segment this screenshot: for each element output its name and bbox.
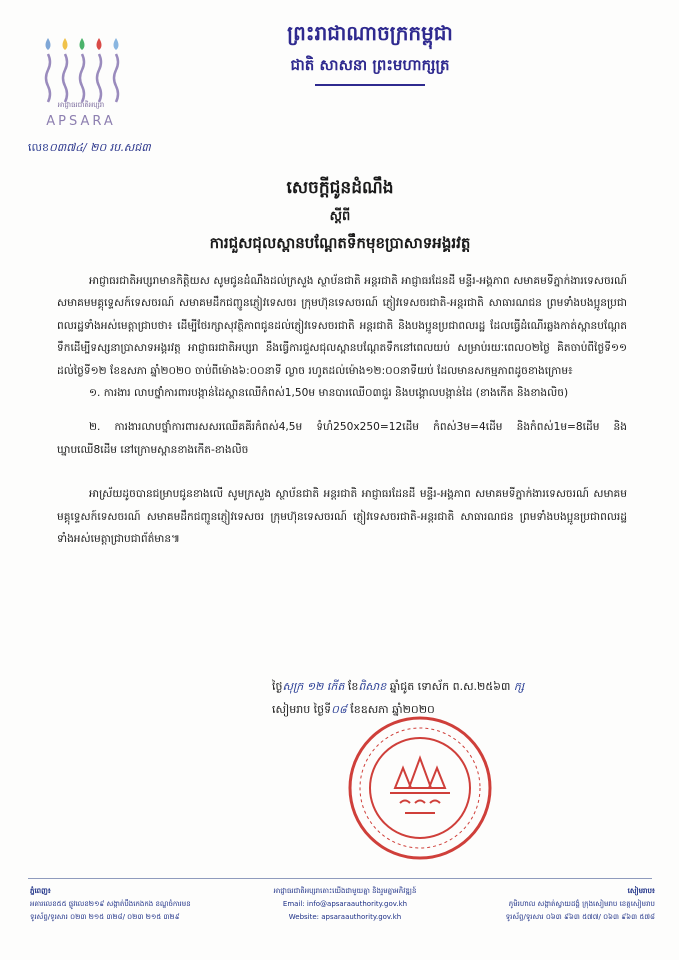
body-paragraph-1: អាជ្ញាធរជាតិអប្សរាមានកិត្តិយស សូមជូនដំណឹងដល់ក្រសួង ស្ថាប័នជាតិ អន្តរជាតិ អាជ្ញាធរដែនដី មន្ទីរ-អង្គភាព សមាគមទីភ្នាក់ងារទេសចរណ៍ សមាគមមគ្គុទ្ទេសក៍ទេសចរណ៍ សមាគមដឹកជញ្ជូនភ្ញៀវទេសចរ ក្រុមហ៊ុនទេសចរណ៍ ភ្ញៀវទេសចរជាតិ-អន្តរជាតិ សាធារណជន ព្រមទាំងបងប្អូនប្រជាពលរដ្ឋទាំងអស់មេត្តាជ្រាបថា៖ ដើម្បីថែរក្សាសុវត្ថិភាពជូនដល់ភ្ញៀវទេសចរជាតិ អន្តរជាតិ និងបងប្អូនប្រជាពលរដ្ឋ ដែលធ្វើដំណើរឆ្លងកាត់ស្ពានបណ្តែតទឹកដើម្បីទស្សនាប្រាសាទអង្គរវត្ត អាជ្ញាធរជាតិអប្សរា នឹងធ្វើការជួសជុលស្ពានបណ្តែតទឹកនៅពេលយប់ សម្រាប់រយៈពេល០២ថ្ងៃ គិតចាប់ពីថ្ងៃទី១១ ដល់ថ្ងៃទី១២ ខែឧសភា ឆ្នាំ២០២០ ចាប់ពីម៉ោង៦:០០នាទី ល្ងាច រហូតដល់ម៉ោង១២:០០នាទីយប់ ដែលមានសកម្មភាពដូចខាងក្រោម៖ bbox=[57, 275, 627, 377]
logo-drop bbox=[63, 38, 68, 50]
footer-contact: អាជ្ញាធរជាតិអប្សរាតោះយើងជាមួយគ្នា និងរួមគ្នាអភិវឌ្ឍន៍ Email: info@apsaraauthority.gov.kh Website: apsaraauthority.gov.kh bbox=[240, 885, 450, 924]
reference-handwritten-number: ០៣៧៤/ ២០ bbox=[48, 141, 110, 154]
kingdom-header bbox=[210, 20, 530, 94]
handwritten-day: សុក្រ ១២ កើត bbox=[282, 680, 345, 693]
footer-phnom-penh: ភ្នំពេញ៖ អគារលេខ៥៥ ផ្លូវលេខ២១៩ សង្កាត់បឹងកេងកង ខណ្ឌចំការមន ទូរស័ព្ទ/ទូរសារ ០២៣ ២១៥ ៣២៨/ ០២៣ ២១៥ ៣២៩ bbox=[30, 887, 191, 921]
notice-subject: ការជួសជុលស្ពានបណ្តែតទឹកមុខប្រាសាទអង្គរវត្ត bbox=[209, 234, 471, 252]
logo-name: APSARA bbox=[46, 114, 116, 129]
logo-strand bbox=[80, 54, 84, 102]
reference-number bbox=[28, 141, 151, 157]
handwritten-month: ពិសាខ bbox=[358, 680, 387, 693]
handwritten-date: ០៨ bbox=[331, 703, 347, 716]
logo-drop bbox=[80, 38, 85, 50]
logo-caption: អាជ្ញាធរជាតិអប្សរា bbox=[57, 101, 105, 109]
logo-strand bbox=[63, 54, 67, 102]
footer-siem-reap: សៀមរាប៖ ភូមិរហាល សង្កាត់ស្វាយដង្គំ ក្រុងសៀមរាប ខេត្តសៀមរាប ទូរស័ព្ទ/ទូរសារ ០៦៣ ៩៦៣ ៥៧៧/ ០៦៣ ៩៦៣ ៥៧៨ bbox=[505, 887, 655, 921]
lunar-date-line: ថ្ងៃសុក្រ ១២ កើត ខែពិសាខ ឆ្នាំជូត ទោស័ក ព.ស.២៥៦៣ ក្ស bbox=[272, 680, 525, 693]
reference-prefix: លេខ bbox=[28, 141, 49, 154]
logo-drop bbox=[114, 38, 119, 50]
notice-about: ស្តីពី bbox=[329, 209, 351, 224]
work-item-2: ២. ការងារលាបថ្នាំការពារសសរឈើគគីរកំពស់4,5ម ទំហំ250x250=12ដើម កំពស់3ម=4ដើម និងកំពស់1ម=8ដើម និងឃ្នាបឈើ8ដើម នៅក្រោមស្ពានខាងកើត-ខាងលិច bbox=[57, 421, 627, 456]
logo-strand bbox=[46, 54, 50, 102]
logo-strand bbox=[97, 54, 101, 102]
solar-date-line: សៀមរាប ថ្ងៃទី០៨ ខែឧសភា ឆ្នាំ២០២០ bbox=[272, 703, 435, 716]
footer-email-link[interactable]: Email: info@apsaraauthority.gov.kh bbox=[282, 900, 408, 908]
body-paragraph-2: អាស្រ័យដូចបានជម្រាបជូនខាងលើ សូមក្រសួង ស្ថាប័នជាតិ អន្តរជាតិ អាជ្ញាធរដែនដី មន្ទីរ-អង្គភាព សមាគមទីភ្នាក់ងារទេសចរណ៍ សមាគមមគ្គុទ្ទេសក៍ទេសចរណ៍ សមាគមដឹកជញ្ជូនភ្ញៀវទេសចរ ក្រុមហ៊ុនទេសចរណ៍ ភ្ញៀវទេសចរជាតិ-អន្តរជាតិ សាធារណជន ព្រមទាំងបងប្អូនប្រជាពលរដ្ឋទាំងអស់មេត្តាជ្រាបជាព័ត៌មាន៕ bbox=[57, 488, 627, 546]
footer-divider bbox=[28, 878, 652, 879]
header-ornament bbox=[315, 84, 425, 94]
reference-suffix: រប.សជ៣ bbox=[109, 141, 151, 154]
handwritten-initials: ក្ស bbox=[513, 680, 525, 693]
kingdom-name: ព្រះរាជាណាចក្រកម្ពុជា bbox=[287, 21, 453, 45]
logo-strand bbox=[114, 54, 118, 102]
national-motto: ជាតិ សាសនា ព្រះមហាក្សត្រ bbox=[290, 56, 450, 74]
footer-website-link[interactable]: Website: apsaraauthority.gov.kh bbox=[288, 913, 402, 921]
logo-drop bbox=[97, 38, 102, 50]
notice-body bbox=[57, 270, 627, 550]
notice-title: សេចក្តីជូនដំណឹង bbox=[286, 178, 394, 198]
official-seal-stamp bbox=[345, 713, 495, 863]
work-item-1: ១. ការងារ លាបថ្នាំការពារបង្កាន់ដៃស្ពានឈើកំពស់1,50ម មានបារឈើ០៣ជួរ និងបង្គោលបង្កាន់ដៃ (ខាងកើត និងខាងលិច) bbox=[89, 387, 569, 400]
logo-drop bbox=[46, 38, 51, 50]
